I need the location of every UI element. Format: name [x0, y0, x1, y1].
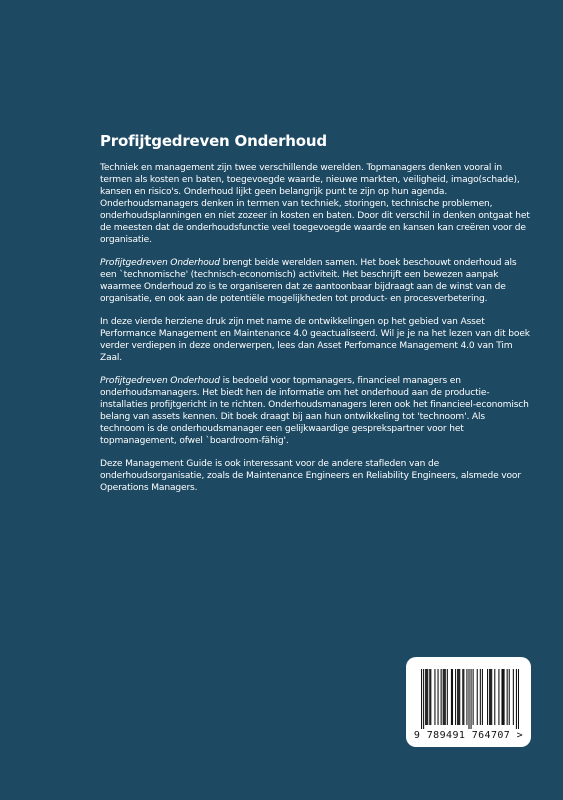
- barcode-bar: [451, 669, 452, 725]
- paragraph-text: brengt beide werelden samen. Het boek beschouwt onderhoud als een `technomische' (technisch-economisch) activiteit. Het beschrijft een bewezen aanpak waarmee Onderhoud zo is te organiseren dat ze aantoonbaar bijdraagt aan de winst van de organisatie, en ook aan de potentiële mogelijkheden tot product- en procesverbetering.: [100, 258, 517, 304]
- barcode-bar: [462, 669, 463, 725]
- barcode-bar: [490, 669, 491, 725]
- barcode-bar: [430, 669, 431, 725]
- paragraph-4: [100, 375, 530, 447]
- barcode-bar: [471, 669, 472, 729]
- barcode-bar: [423, 669, 424, 729]
- barcode-bar: [438, 669, 439, 725]
- barcode-bar: [487, 669, 488, 725]
- description-paragraphs: [100, 162, 530, 494]
- barcode-bar: [502, 669, 503, 725]
- barcode-bar: [504, 669, 505, 725]
- barcode-bar: [443, 669, 444, 725]
- barcode-bar: [426, 669, 427, 725]
- barcode-bar: [444, 669, 445, 725]
- barcode-bar: [452, 669, 453, 725]
- paragraph-text: Techniek en management zijn twee verschillende werelden. Topmanagers denken vooral in termen als kosten en baten, toegevoegde waarde, nieuwe markten, veiligheid, imago(schade), kansen en risico's. Onderhoud lijkt geen belangrijk punt te zijn op hun agenda. Onderhoudsmanagers denken in termen van techniek, storingen, technische problemen, onderhoudsplanningen en niet zozeer in kosten en baten. Door dit verschil in denken ontgaat het de meesten dat de onderhoudsfunctie veel toegevoegde waarde en kansen kan creëren voor de organisatie.: [100, 163, 530, 245]
- paragraph-text: is bedoeld voor topmanagers, financieel managers en onderhoudsmanagers. Het biedt hen de informatie om het onderhoud aan de productie-installaties profijtgericht in te richten. Onderhoudsmanagers leren ook het financieel-economisch belang van assets kennen. Dit boek draagt bij aan hun ontwikkeling tot 'technoom'. Als technoom is de onderhoudsmanager een gelijkwaardige gesprekspartner voor het topmanagement, ofwel `boardroom-fähig'.: [100, 376, 529, 446]
- barcode-bar: [491, 669, 492, 725]
- barcode-bar: [441, 669, 442, 725]
- book-title: Profijtgedreven Onderhoud: [100, 132, 327, 150]
- barcode-bar: [473, 669, 474, 725]
- isbn-number: 9 789491 764707 >: [413, 730, 524, 741]
- book-title-italic: Profijtgedreven Onderhoud: [100, 258, 220, 268]
- paragraph-text: Deze Management Guide is ook interessant voor de andere stafleden van de onderhoudsorganisatie, zoals de Maintenance Engineers en Reliability Engineers, alsmede voor Operations Managers.: [100, 459, 521, 493]
- barcode-bar: [457, 669, 458, 725]
- barcode-bar: [447, 669, 448, 725]
- barcode-bar: [468, 669, 469, 729]
- barcode-bar: [501, 669, 502, 725]
- barcode-bar: [507, 669, 508, 725]
- barcode-bar: [480, 669, 481, 725]
- barcode-bar: [466, 669, 467, 725]
- barcode-bar: [509, 669, 510, 725]
- barcode-bar: [498, 669, 499, 725]
- barcode-bar: [434, 669, 435, 725]
- barcode-bar: [429, 669, 430, 725]
- paragraph-1: [100, 162, 530, 246]
- barcode-label: [406, 657, 531, 747]
- barcode-bar: [477, 669, 478, 725]
- barcode-icon: [421, 669, 519, 729]
- barcode-bar: [518, 669, 519, 729]
- barcode-bar: [516, 669, 517, 729]
- back-cover-text: [100, 132, 530, 505]
- barcode-bar: [458, 669, 459, 725]
- barcode-bar: [455, 669, 456, 725]
- barcode-bar: [425, 669, 426, 725]
- barcode-bar: [427, 669, 428, 725]
- paragraph-text: In deze vierde herziene druk zijn met name de ontwikkelingen op het gebied van Asset Performance Management en Maintenance 4.0 geactualiseerd. Wil je je na het lezen van dit boek verder verdiepen in deze onderwerpen, lees dan Asset Perfomance Management 4.0 van Tim Zaal.: [100, 317, 530, 363]
- barcode-bar: [463, 669, 464, 725]
- barcode-bar: [421, 669, 422, 729]
- barcode-bar: [459, 669, 460, 725]
- barcode-bar: [513, 669, 514, 725]
- barcode-bar: [494, 669, 495, 725]
- barcode-bar: [445, 669, 446, 725]
- barcode-bar: [482, 669, 483, 725]
- paragraph-2: [100, 257, 530, 305]
- book-title-italic: Profijtgedreven Onderhoud: [100, 376, 220, 386]
- paragraph-5: [100, 458, 530, 494]
- paragraph-3: [100, 316, 530, 364]
- barcode-bar: [489, 669, 490, 725]
